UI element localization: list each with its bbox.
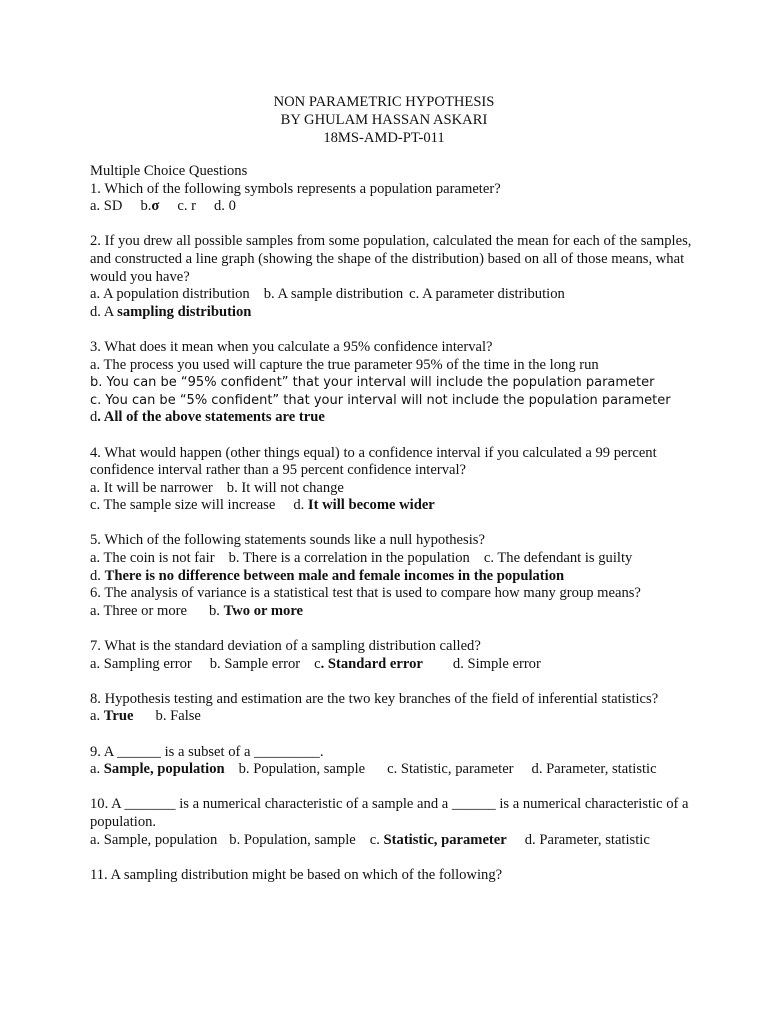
q8-option-a: True bbox=[103, 708, 134, 725]
q6-option-b: Two or more bbox=[223, 602, 304, 619]
question-2: 2. If you drew all possible samples from some population, calculated the mean for each of the samples, and constructed a line graph (showing the shape of the distribution) based on all of those means, what would you have? bbox=[90, 233, 692, 285]
q10-option-b: b. Population, sample bbox=[229, 831, 356, 848]
q7-option-b: b. Sample error bbox=[209, 655, 301, 672]
question-1: 1. Which of the following symbols represents a population parameter? bbox=[90, 180, 501, 197]
q7-option-a: a. Sampling error bbox=[90, 655, 192, 672]
question-10-options bbox=[90, 832, 710, 850]
q10-option-c: Statistic, parameter bbox=[383, 831, 507, 848]
q1-option-a: a. SD bbox=[90, 198, 123, 215]
question-7-options bbox=[90, 656, 710, 674]
question-3-option-d-row bbox=[90, 409, 710, 427]
q5-option-c: c. The defendant is guilty bbox=[483, 550, 633, 567]
question-2-options bbox=[90, 286, 710, 304]
q3-option-d: . All of the above statements are true bbox=[97, 409, 325, 426]
q9-option-b: b. Population, sample bbox=[238, 761, 366, 778]
question-3: 3. What does it mean when you calculate a 95% confidence interval? bbox=[90, 338, 493, 355]
q1-option-c: c. r bbox=[177, 198, 196, 215]
q3-option-d-prefix: d bbox=[90, 409, 98, 426]
question-9-options bbox=[90, 761, 710, 779]
q5-option-b: b. There is a correlation in the population bbox=[228, 550, 470, 567]
question-6: 6. The analysis of variance is a statistical test that is used to compare how many group means? bbox=[90, 585, 641, 602]
document-id: 18MS-AMD-PT-011 bbox=[323, 130, 445, 146]
q5-option-d-prefix: d. bbox=[90, 567, 105, 584]
question-5: 5. Which of the following statements sounds like a null hypothesis? bbox=[90, 532, 485, 549]
question-10: 10. A _______ is a numerical characteristic of a sample and a ______ is a numerical characteristic of a population. bbox=[90, 796, 689, 830]
q2-option-b: b. A sample distribution bbox=[263, 286, 404, 303]
q2-option-d: sampling distribution bbox=[117, 303, 252, 320]
document-header bbox=[0, 93, 768, 147]
q9-option-a-prefix: a. bbox=[90, 761, 104, 778]
question-11: 11. A sampling distribution might be based on which of the following? bbox=[90, 866, 503, 883]
q8-option-b: b. False bbox=[155, 708, 201, 725]
question-5-options-abc bbox=[90, 550, 710, 568]
question-6-options bbox=[90, 603, 710, 621]
q7-option-d: d. Simple error bbox=[452, 655, 541, 672]
q1-option-b: σ bbox=[151, 198, 160, 215]
q3-option-a: a. The process you used will capture the true parameter 95% of the time in the long run bbox=[90, 356, 599, 373]
q10-option-c-prefix: c. bbox=[369, 831, 384, 848]
q6-option-a: a. Three or more bbox=[90, 602, 187, 619]
q4-option-d-prefix: d. bbox=[293, 497, 308, 514]
q9-option-c: c. Statistic, parameter bbox=[387, 761, 514, 778]
q10-option-d: d. Parameter, statistic bbox=[524, 831, 650, 848]
question-4-options-cd bbox=[90, 497, 710, 515]
question-7: 7. What is the standard deviation of a sampling distribution called? bbox=[90, 638, 481, 655]
q8-option-a-prefix: a. bbox=[90, 708, 104, 725]
q4-option-b: b. It will not change bbox=[226, 479, 344, 496]
q7-option-c-prefix: c bbox=[314, 655, 321, 672]
q1-option-b-prefix: b. bbox=[140, 198, 152, 215]
q2-option-c: c. A parameter distribution bbox=[409, 286, 565, 303]
q7-option-c: . Standard error bbox=[320, 655, 423, 672]
question-8-options bbox=[90, 708, 710, 726]
q2-option-d-prefix: d. A bbox=[90, 303, 118, 320]
q4-option-a: a. It will be narrower bbox=[90, 479, 213, 496]
q6-option-b-prefix: b. bbox=[208, 602, 224, 619]
question-8: 8. Hypothesis testing and estimation are the two key branches of the field of inferential statistics? bbox=[90, 690, 659, 707]
question-2-option-d-row bbox=[90, 304, 710, 322]
question-9: 9. A ______ is a subset of a _________. bbox=[90, 743, 324, 760]
question-4-options-ab bbox=[90, 480, 710, 498]
document-title: NON PARAMETRIC HYPOTHESIS bbox=[273, 94, 495, 110]
q1-option-d: d. 0 bbox=[213, 198, 236, 215]
document-body bbox=[90, 163, 710, 884]
q3-option-b: b. You can be “95% confident” that your interval will include the population parameter bbox=[90, 375, 655, 391]
q3-option-c: c. You can be “5% confident” that your interval will not include the population parameter bbox=[90, 392, 671, 408]
question-1-options bbox=[90, 198, 710, 216]
question-4: 4. What would happen (other things equal) to a confidence interval if you calculated a 99 percent confidence interval rather than a 95 percent confidence interval? bbox=[90, 444, 657, 479]
q2-option-a: a. A population distribution bbox=[90, 286, 250, 303]
q5-option-d: There is no difference between male and female incomes in the population bbox=[104, 567, 565, 584]
q9-option-d: d. Parameter, statistic bbox=[531, 761, 657, 778]
q5-option-a: a. The coin is not fair bbox=[90, 550, 215, 567]
q10-option-a: a. Sample, population bbox=[90, 831, 218, 848]
q4-option-c: c. The sample size will increase bbox=[90, 497, 276, 514]
document-author: BY GHULAM HASSAN ASKARI bbox=[280, 112, 488, 128]
section-title: Multiple Choice Questions bbox=[90, 163, 248, 179]
q9-option-a: Sample, population bbox=[103, 761, 225, 778]
q4-option-d: It will become wider bbox=[307, 497, 435, 514]
question-5-option-d-row bbox=[90, 568, 710, 586]
